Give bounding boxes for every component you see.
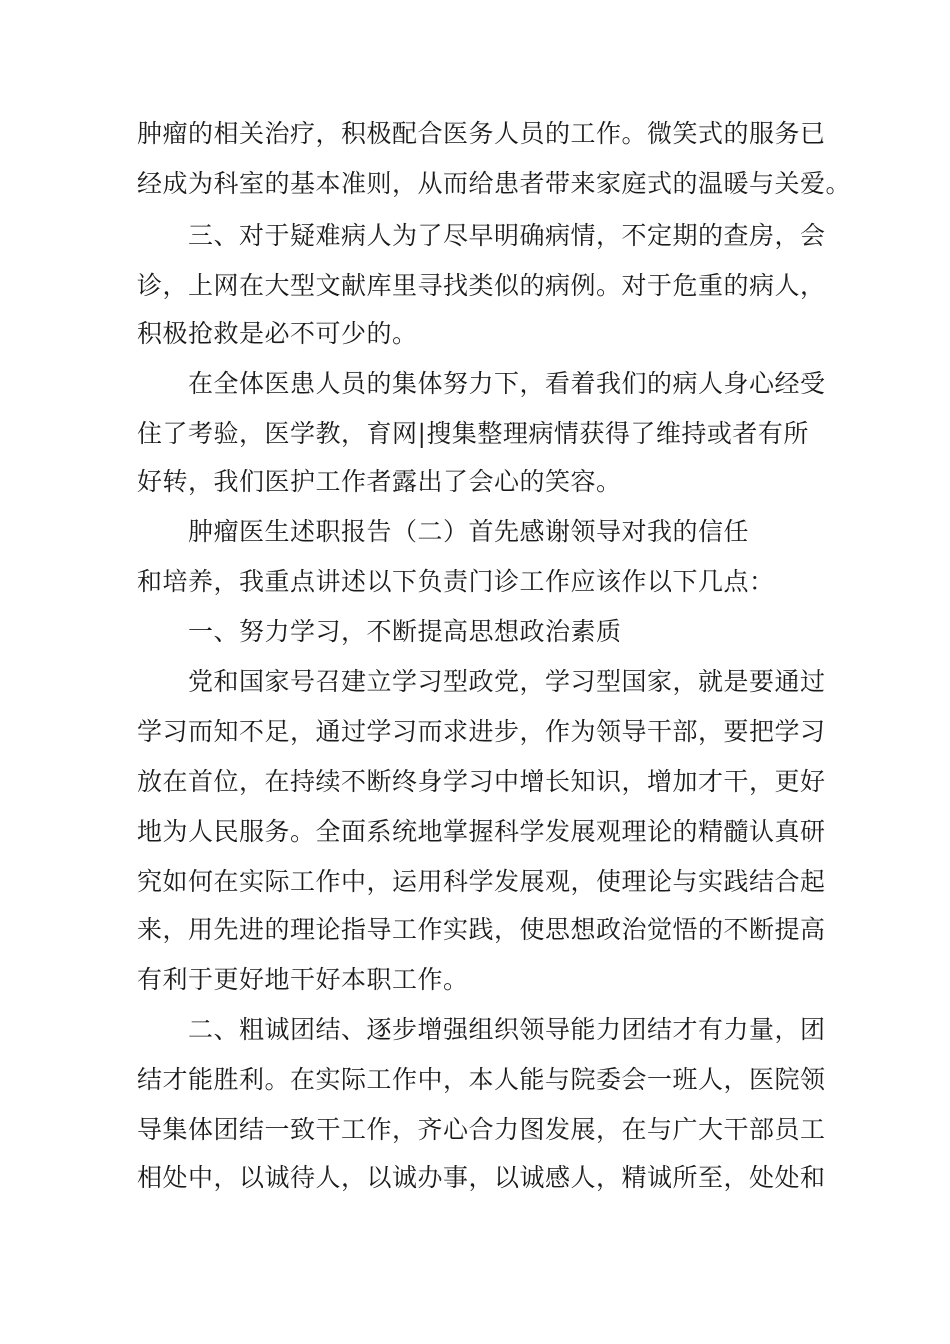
text-line: 有利于更好地干好本职工作。 <box>137 965 469 994</box>
text-line: 经成为科室的基本准则，从而给患者带来家庭式的温暖与关爱。 <box>137 169 852 198</box>
text-line: 诊，上网在大型文献库里寻找类似的病例。对于危重的病人， <box>137 271 826 300</box>
text-line: 党和国家号召建立学习型政党，学习型国家，就是要通过 <box>188 667 826 696</box>
text-line: 地为人民服务。全面系统地掌握科学发展观理论的精髓认真研 <box>137 817 826 846</box>
text-line: 肿瘤的相关治疗，积极配合医务人员的工作。微笑式的服务已 <box>137 119 826 148</box>
text-line: 导集体团结一致干工作，齐心合力图发展，在与广大干部员工 <box>137 1115 826 1144</box>
text-line: 二、粗诚团结、逐步增强组织领导能力团结才有力量，团 <box>188 1015 826 1044</box>
text-line: 究如何在实际工作中，运用科学发展观，使理论与实践结合起 <box>137 867 826 896</box>
text-line: 相处中，以诚待人，以诚办事，以诚感人，精诚所至，处处和 <box>137 1163 826 1192</box>
text-line: 好转，我们医护工作者露出了会心的笑容。 <box>137 467 622 496</box>
text-line: 放在首位，在持续不断终身学习中增长知识，增加才干，更好 <box>137 767 826 796</box>
section-heading: 一、努力学习，不断提高思想政治素质 <box>188 617 622 646</box>
text-line: 和培养，我重点讲述以下负责门诊工作应该作以下几点： <box>137 567 775 596</box>
text-line: 学习而知不足，通过学习而求进步，作为领导干部，要把学习 <box>137 717 826 746</box>
text-line: 肿瘤医生述职报告（二）首先感谢领导对我的信任 <box>188 517 750 546</box>
text-line: 来，用先进的理论指导工作实践，使思想政治觉悟的不断提高 <box>137 915 826 944</box>
text-line: 三、对于疑难病人为了尽早明确病情，不定期的查房，会 <box>188 221 826 250</box>
text-line: 在全体医患人员的集体努力下，看着我们的病人身心经受 <box>188 369 826 398</box>
text-line: 住了考验，医学教，育网|搜集整理病情获得了维持或者有所 <box>137 419 809 448</box>
text-line: 结才能胜利。在实际工作中，本人能与院委会一班人，医院领 <box>137 1065 826 1094</box>
text-line: 积极抢救是必不可少的。 <box>137 319 418 348</box>
